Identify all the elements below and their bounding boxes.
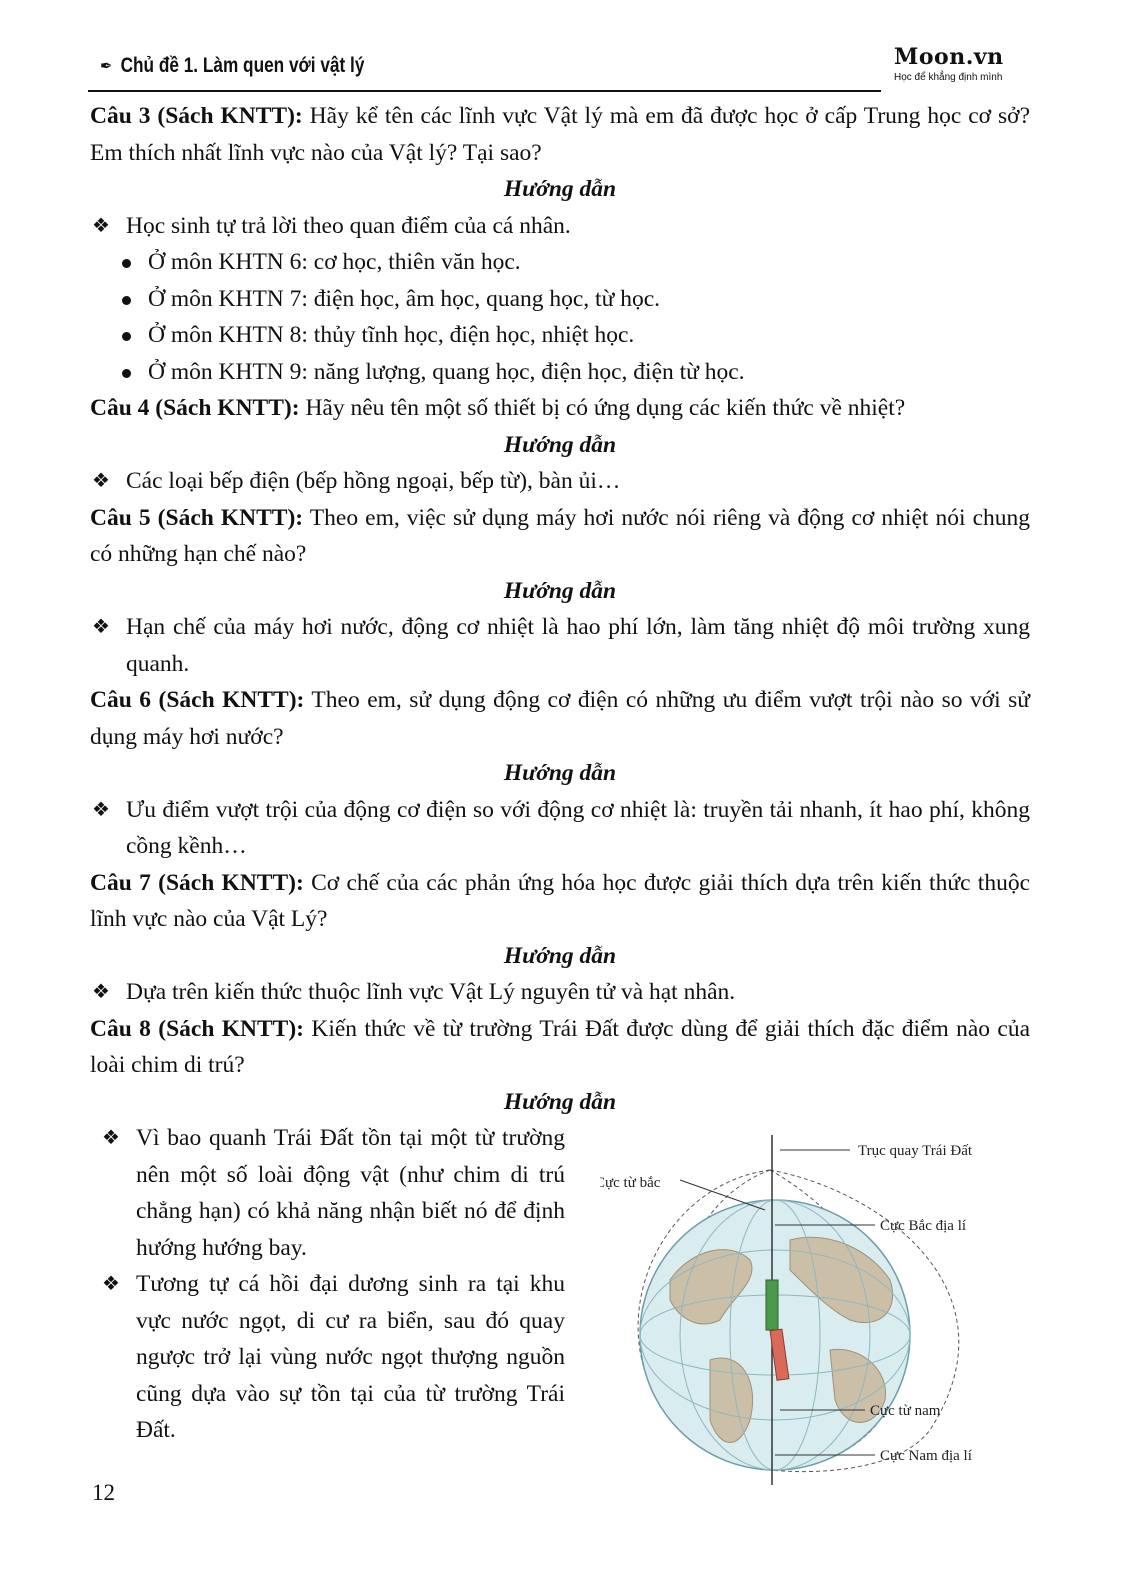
label-geographic-north: Cực Bắc địa lí: [880, 1218, 967, 1234]
chapter-title: [100, 54, 364, 78]
answer-8-point-2: ❖ Tương tự cá hồi đại dương sinh ra tại khu vực nước ngọt, di cư ra biển, sau đó quay ngược trở lại vùng nước ngọt thượng nguồn cũng dựa vào sự tồn tại của từ trường Trái Đất.: [100, 1266, 565, 1449]
question-8-label: Câu 8 (Sách KNTT):: [90, 1015, 305, 1042]
logo-tagline: Học để khẳng định mình: [894, 72, 1003, 83]
list-item: Ở môn KHTN 9: năng lượng, quang học, điện học, điện từ học.: [148, 354, 1030, 391]
question-8-text: Kiến thức về từ trường Trái Đất được dùng để giải thích đặc điểm nào của loài chim di trú?: [90, 1015, 1031, 1078]
header-divider: [88, 90, 881, 92]
answer-7: ❖ Dựa trên kiến thức thuộc lĩnh vực Vật Lý nguyên tử và hạt nhân.: [90, 974, 1030, 1011]
question-6-text: Theo em, sử dụng động cơ điện có những ưu điểm vượt trội nào so với sử dụng máy hơi nước?: [90, 687, 1031, 750]
guide-heading-3: Hướng dẫn: [503, 176, 617, 202]
answer-8-text: [100, 1120, 565, 1449]
question-3: [90, 98, 1030, 171]
list-item: Ở môn KHTN 8: thủy tĩnh học, điện học, nhiệt học.: [148, 317, 1030, 354]
question-5: [90, 500, 1030, 573]
guide-heading-6: Hướng dẫn: [503, 760, 617, 786]
page-number: 12: [92, 1480, 115, 1505]
question-3-label: Câu 3 (Sách KNTT):: [90, 103, 303, 129]
earth-magnetic-field-figure: [600, 1130, 1030, 1490]
answer-8-section: [90, 1120, 1030, 1490]
question-5-text: Theo em, việc sử dụng máy hơi nước nói riêng và động cơ nhiệt nói chung có những hạn chế nào?: [90, 504, 1030, 567]
answer-5: ❖ Hạn chế của máy hơi nước, động cơ nhiệt là hao phí lớn, làm tăng nhiệt độ môi trường xung quanh.: [90, 609, 1030, 682]
answer-8-point-1: ❖ Vì bao quanh Trái Đất tồn tại một từ trường nên một số loài động vật (như chim di trú chẳng hạn) có khả năng nhận biết nó để định hướng hướng bay.: [100, 1120, 565, 1266]
label-rotation-axis: Trục quay Trái Đất: [858, 1143, 973, 1159]
label-magnetic-north: Cực từ bắc: [600, 1175, 661, 1191]
label-geographic-south: Cực Nam địa lí: [880, 1448, 972, 1464]
answer-3: ❖ Học sinh tự trả lời theo quan điểm của cá nhân.: [90, 208, 1030, 245]
question-5-label: Câu 5 (Sách KNTT):: [90, 504, 304, 531]
question-7-text: Cơ chế của các phản ứng hóa học được giải thích dựa trên kiến thức thuộc lĩnh vực nào của Vật Lý?: [90, 869, 1031, 932]
guide-heading-5: Hướng dẫn: [503, 577, 617, 604]
question-4-label: Câu 4 (Sách KNTT):: [90, 395, 300, 421]
guide-heading-4: Hướng dẫn: [503, 431, 617, 458]
question-6: [90, 682, 1030, 755]
chapter-title-text: Chủ đề 1. Làm quen với vật lý: [120, 54, 365, 77]
main-content: [90, 98, 1030, 1490]
answer-3-list: [90, 244, 1030, 390]
answer-6: ❖ Ưu điểm vượt trội của động cơ điện so với động cơ nhiệt là: truyền tải nhanh, ít hao phí, không cồng kềnh…: [90, 792, 1030, 865]
magnet-north-half: [766, 1280, 778, 1330]
guide-heading-7: Hướng dẫn: [503, 942, 617, 969]
question-7-label: Câu 7 (Sách KNTT):: [90, 869, 304, 896]
list-item: Ở môn KHTN 6: cơ học, thiên văn học.: [148, 244, 1030, 281]
pen-icon: ✒: [100, 56, 113, 76]
question-4-text: Hãy nêu tên một số thiết bị có ứng dụng các kiến thức về nhiệt?: [299, 395, 906, 421]
page-header: [88, 40, 1028, 90]
question-4: [90, 390, 1030, 427]
question-6-label: Câu 6 (Sách KNTT):: [90, 687, 305, 713]
earth-magnetic-field-diagram: [600, 1130, 1030, 1490]
question-7: [90, 865, 1030, 938]
list-item: Ở môn KHTN 7: điện học, âm học, quang học, từ học.: [148, 281, 1030, 318]
answer-4: ❖ Các loại bếp điện (bếp hồng ngoại, bếp từ), bàn ủi…: [90, 463, 1030, 500]
moon-logo: [894, 44, 1034, 83]
question-8: [90, 1011, 1030, 1084]
label-magnetic-south: Cực từ nam: [870, 1403, 941, 1419]
question-3-text: Hãy kể tên các lĩnh vực Vật lý mà em đã được học ở cấp Trung học cơ sở? Em thích nhất lĩnh vực nào của Vật lý? Tại sao?: [90, 103, 1030, 166]
logo-name: Moon.vn: [894, 44, 1004, 70]
guide-heading-8: Hướng dẫn: [503, 1088, 617, 1115]
